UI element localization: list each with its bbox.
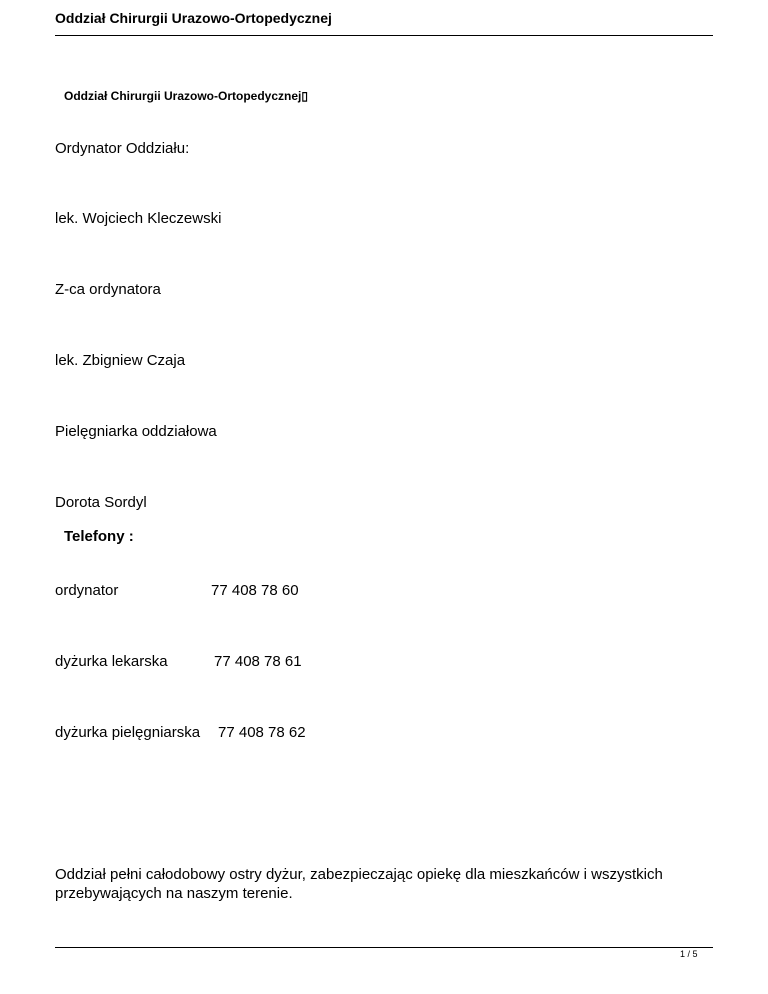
- phone-label-doctors-room: dyżurka lekarska: [55, 653, 168, 670]
- phone-label-ordynator: ordynator: [55, 582, 119, 599]
- phone-label-nurses-room: dyżurka pielęgniarska: [55, 724, 201, 741]
- staff-name-deputy: lek. Zbigniew Czaja: [55, 352, 186, 369]
- header-divider: [55, 35, 713, 36]
- staff-name-head: lek. Wojciech Kleczewski: [55, 210, 222, 227]
- staff-role-deputy: Z-ca ordynatora: [55, 281, 161, 298]
- phones-heading: Telefony :: [64, 528, 134, 545]
- running-header-title: Oddział Chirurgii Urazowo-Ortopedycznej: [55, 10, 332, 26]
- department-description: Oddział pełni całodobowy ostry dyżur, zabezpieczając opiekę dla mieszkańców i wszystkich przebywających na naszym terenie.: [55, 866, 663, 902]
- staff-role-head: Ordynator Oddziału:: [55, 140, 190, 157]
- page-number: 1 / 5: [680, 949, 698, 959]
- staff-role-nurse: Pielęgniarka oddziałowa: [55, 423, 217, 440]
- phone-number-ordynator: 77 408 78 60: [211, 582, 299, 599]
- phone-number-doctors-room: 77 408 78 61: [214, 653, 302, 670]
- phone-number-nurses-room: 77 408 78 62: [218, 724, 306, 741]
- footer-divider: [55, 947, 713, 948]
- staff-name-nurse: Dorota Sordyl: [55, 494, 147, 511]
- document-title: Oddział Chirurgii Urazowo-Ortopedycznej▯: [64, 89, 308, 103]
